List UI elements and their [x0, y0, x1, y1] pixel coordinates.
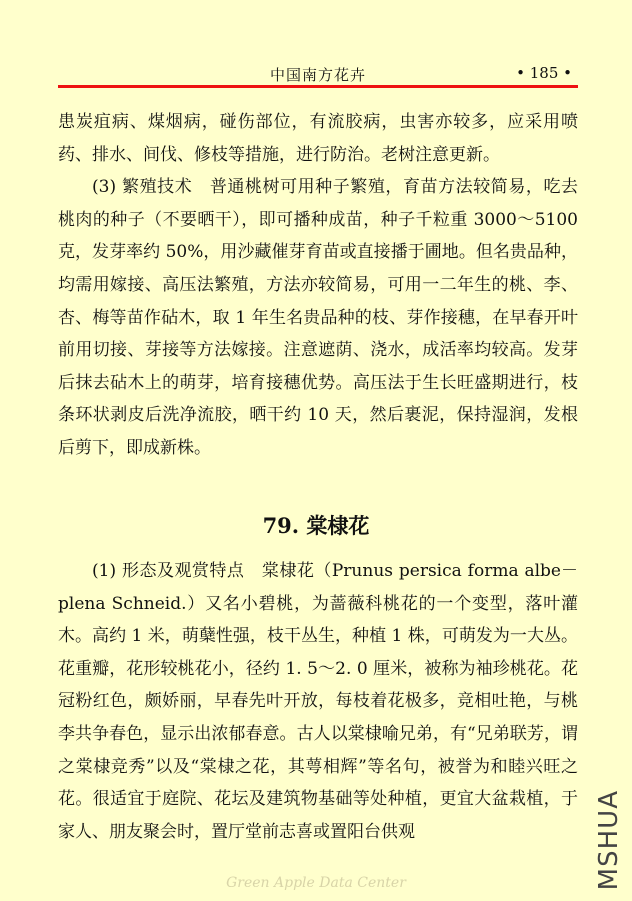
section-heading: 79. 棠棣花	[262, 513, 370, 538]
running-title: 中国南方花卉	[269, 66, 366, 84]
paragraph-2: (3) 繁殖技术 普通桃树可用种子繁殖，育苗方法较简易，吃去桃肉的种子（不要晒干），即可播种成苗，种子千粒重 3000～5100 克，发芽率约 50%，用沙藏催芽育苗或直接播于圃地。但名贵品种，均需用嫁接、高压法繁殖，方法亦较简易，可用一二年生的桃、李、杏、梅等苗作砧木，取 1 年生名贵品种的枝、芽作接穗，在早春开叶前用切接、芽接等方法嫁接。注意遮荫、浇水，成活率均较高。发芽后抹去砧木上的萌芽，培育接穗优势。高压法于生长旺盛期进行，枝条环状剥皮后洗净流胶，晒干约 10 天，然后裹泥，保持湿润，发根后剪下，即成新株。	[58, 177, 578, 458]
paragraph-1: 患炭疽病、煤烟病，碰伤部位，有流胶病，虫害亦较多，应采用喷药、排水、间伐、修枝等措施，进行防治。老树注意更新。	[58, 112, 578, 165]
body-text-top	[58, 106, 578, 465]
page-number: • 185 •	[516, 64, 572, 82]
side-watermark: MSHUA	[594, 790, 624, 891]
header-rule	[58, 85, 578, 88]
body-text-section	[58, 555, 578, 848]
footer-watermark: Green Apple Data Center	[226, 875, 406, 891]
paragraph-3: (1) 形态及观赏特点 棠棣花（Prunus persica forma albe－plena Schneid.）又名小碧桃，为蔷薇科桃花的一个变型，落叶灌木。高约 1 米，萌蘖性强，枝干丛生，种植 1 株，可萌发为一大丛。花重瓣，花形较桃花小，径约 1. 5～2. 0 厘米，被称为袖珍桃花。花冠粉红色，颇娇丽，早春先叶开放，每枝着花极多，竞相吐艳，与桃李共争春色，显示出浓郁春意。古人以棠棣喻兄弟，有“兄弟联芳，谓之棠棣竞秀”以及“棠棣之花，其萼相辉”等名句，被誉为和睦兴旺之花。很适宜于庭院、花坛及建筑物基础等处种植，更宜大盆栽植，于家人、朋友聚会时，置厅堂前志喜或置阳台供观	[58, 561, 578, 842]
